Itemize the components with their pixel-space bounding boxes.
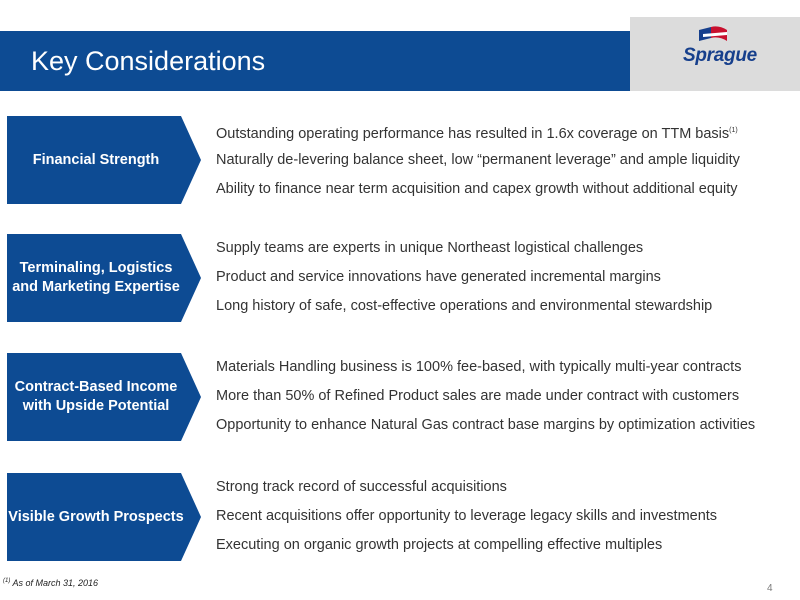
footnote-marker: (1) bbox=[3, 578, 11, 584]
bullet-list bbox=[216, 358, 755, 445]
logo-text: Sprague bbox=[683, 45, 757, 66]
section-label: Terminaling, Logistics and Marketing Expertise bbox=[12, 260, 180, 295]
bullet-item: Ability to finance near term acquisition and capex growth without additional equity bbox=[216, 181, 738, 197]
bullet-list bbox=[216, 122, 740, 209]
footnote: $^{(1)}$ As of March 31, 2016 bbox=[3, 578, 99, 588]
bullet-item: Naturally de-levering balance sheet, low “permanent leverage” and ample liquidity bbox=[216, 152, 740, 168]
page-number: 4 bbox=[767, 583, 773, 594]
section-label: Contract-Based Income with Upside Potential bbox=[14, 379, 178, 414]
bullet-item: More than 50% of Refined Product sales are made under contract with customers bbox=[216, 388, 740, 404]
bullet-item: Supply teams are experts in unique Northeast logistical challenges bbox=[216, 240, 644, 256]
bullet-item: Opportunity to enhance Natural Gas contract base margins by optimization activities bbox=[216, 417, 756, 433]
bullet-item: Strong track record of successful acquisitions bbox=[216, 479, 507, 495]
sprague-flag-icon bbox=[697, 26, 729, 46]
bullet-item: Long history of safe, cost-effective operations and environmental stewardship bbox=[216, 298, 713, 314]
bullet-list bbox=[216, 478, 717, 565]
footnote-marker: (1) bbox=[729, 127, 738, 134]
section-label: Financial Strength bbox=[32, 151, 160, 168]
bullet-item: Recent acquisitions offer opportunity to leverage legacy skills and investments bbox=[216, 508, 718, 524]
page-title: Key Considerations bbox=[31, 46, 266, 76]
section-label: Visible Growth Prospects bbox=[8, 508, 184, 525]
bullet-list bbox=[216, 239, 712, 326]
bullet-item: Executing on organic growth projects at compelling effective multiples bbox=[216, 537, 663, 553]
bullet-item: Materials Handling business is 100% fee-based, with typically multi-year contracts bbox=[216, 359, 742, 375]
bullet-item: Outstanding operating performance has resulted in 1.6x coverage on TTM basis$^{(1)}$ bbox=[216, 125, 738, 142]
bullet-item: Product and service innovations have generated incremental margins bbox=[216, 269, 661, 285]
